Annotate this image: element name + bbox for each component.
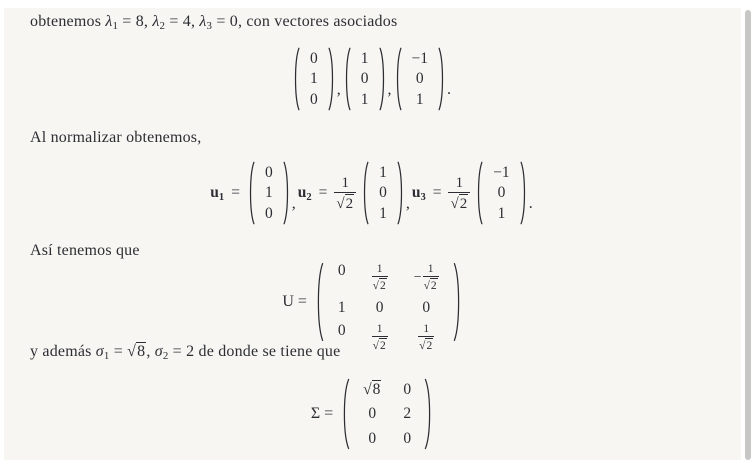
text-segment: y además	[30, 343, 96, 360]
left-paren-icon	[475, 161, 483, 225]
radicand: 2	[426, 340, 433, 353]
subscript: 2	[159, 20, 166, 33]
vector-entries	[255, 161, 283, 225]
radicand: 8	[137, 343, 146, 360]
matrix-sigma-cells	[350, 378, 424, 450]
text-segment: = 8,	[118, 13, 153, 30]
matrix-cell: 2	[403, 405, 412, 422]
left-paren-icon	[247, 161, 255, 225]
vector-1	[292, 47, 336, 111]
radicand: 2	[379, 280, 386, 293]
matrix-cell-sqrt8	[363, 381, 381, 399]
subscript: 1	[112, 20, 119, 33]
radicand: 8	[372, 380, 381, 398]
subscript: 3	[206, 20, 213, 33]
fraction-numerator: 1	[376, 263, 383, 275]
u3-label: $u_3$	[411, 184, 426, 203]
vector-entry: 0	[497, 184, 506, 201]
matrix-cell: 1	[337, 298, 346, 316]
vector-entries	[402, 47, 439, 111]
equation-normalized-vectors	[4, 154, 741, 232]
text-segment: = 2 de donde se tiene que	[168, 343, 341, 360]
paragraph-singular-values	[30, 343, 340, 361]
left-paren-icon	[394, 47, 402, 111]
matrix-cell: 0	[422, 298, 431, 316]
U-equals-label: U =	[282, 293, 307, 310]
sqrt-sign: √	[450, 195, 459, 212]
vector-entry: 1	[360, 90, 369, 108]
matrix-U	[314, 262, 463, 353]
sqrt-sign: √	[336, 195, 345, 212]
equation-associated-vectors	[4, 46, 741, 112]
equals-sign: =	[432, 184, 442, 201]
vector-entry: 1	[379, 204, 387, 222]
sqrt-sign: √	[419, 340, 426, 353]
sigma-equals-label: Σ =	[310, 405, 334, 422]
paragraph-eigenvalues	[30, 13, 397, 31]
equals-sign: =	[231, 184, 240, 201]
scrollbar-thumb[interactable]	[745, 10, 751, 460]
fraction-denominator	[423, 276, 439, 293]
minus-sign: −	[413, 269, 422, 285]
paragraph-normalize: Al normalizar obtenemos,	[30, 129, 202, 146]
vector-entry: −1	[493, 163, 510, 181]
radicand: 2	[379, 340, 386, 353]
fraction-denominator	[372, 336, 388, 353]
vector-entries	[300, 47, 328, 111]
vector-entry: 1	[264, 184, 273, 201]
matrix-cell: 0	[337, 262, 346, 279]
lambda-symbol: λ	[152, 13, 160, 30]
vector-entry: 0	[415, 70, 424, 87]
vector-entry: 0	[310, 49, 318, 67]
matrix-cell: 0	[368, 405, 377, 422]
vector-entries	[483, 161, 520, 225]
right-paren-icon	[453, 262, 463, 342]
equation-sigma-matrix	[4, 376, 741, 452]
vector-3	[394, 47, 447, 111]
sqrt-sign: √	[372, 280, 379, 293]
matrix-cell: 0	[337, 321, 346, 339]
vector-entry: 1	[360, 49, 369, 67]
vector-entries	[351, 47, 379, 111]
vector-2	[343, 47, 387, 111]
fraction-denominator	[372, 276, 388, 293]
radicand: 2	[459, 195, 468, 212]
document-page	[4, 8, 741, 460]
matrix-cell: 0	[403, 380, 412, 398]
right-paren-icon	[424, 378, 434, 450]
matrix-cell-fraction	[372, 262, 388, 294]
sqrt-sign: √	[372, 340, 379, 353]
radicand: 2	[430, 280, 437, 293]
vector-entry: 0	[360, 70, 369, 87]
fraction-numerator: 1	[423, 322, 430, 335]
fraction-numerator: 1	[427, 263, 434, 275]
vector-entry: 0	[310, 90, 318, 108]
text-segment: =	[109, 343, 128, 360]
vector-entry: 1	[415, 90, 424, 108]
vector-entry: 1	[379, 163, 387, 181]
fraction-numerator: 1	[376, 322, 383, 335]
vector-entry: −1	[411, 49, 428, 67]
text-segment: obtenemos	[30, 13, 106, 30]
matrix-cell: 0	[375, 298, 384, 316]
right-paren-icon	[520, 161, 528, 225]
left-paren-icon	[314, 262, 324, 342]
vector-u2	[361, 161, 405, 225]
vector-entry: 0	[264, 163, 273, 181]
matrix-U-cells	[324, 262, 453, 353]
period: .	[447, 81, 451, 98]
matrix-cell-fraction	[372, 322, 388, 354]
vector-entries	[369, 161, 397, 225]
vector-u3	[475, 161, 528, 225]
comma-separator: ,	[387, 81, 392, 98]
fraction-denominator	[418, 336, 434, 353]
sqrt-sign: √	[363, 380, 372, 398]
sqrt-sign: √	[127, 343, 137, 360]
fraction-numerator: 1	[455, 174, 464, 191]
right-paren-icon	[328, 47, 336, 111]
matrix-cell-fraction	[418, 322, 434, 354]
comma-separator: ,	[291, 195, 296, 212]
matrix-sigma	[340, 378, 434, 450]
text-segment: = 0, con vectores asociados	[212, 13, 398, 30]
text-segment: = 4,	[165, 13, 200, 30]
matrix-cell: 0	[403, 429, 412, 447]
vector-entry: 1	[497, 204, 506, 222]
vector-entry: 0	[264, 204, 273, 222]
period: .	[528, 195, 533, 212]
equals-sign: =	[318, 184, 328, 201]
matrix-cell-negative-fraction	[414, 262, 439, 294]
left-paren-icon	[340, 378, 350, 450]
subscript: 2	[162, 350, 169, 363]
fraction-denominator	[334, 192, 356, 213]
matrix-cell: 0	[368, 429, 377, 447]
sigma-symbol: σ	[154, 343, 163, 360]
sqrt-sign: √	[423, 280, 430, 293]
left-paren-icon	[292, 47, 300, 111]
left-paren-icon	[361, 161, 369, 225]
left-paren-icon	[343, 47, 351, 111]
fraction-1-over-sqrt2	[448, 174, 470, 213]
fraction-numerator: 1	[341, 174, 349, 191]
right-paren-icon	[379, 47, 387, 111]
right-paren-icon	[283, 161, 291, 225]
radicand: 2	[345, 195, 354, 212]
fraction-denominator	[448, 192, 470, 213]
text-segment: ,	[146, 343, 155, 360]
u1-label: $u_1$	[210, 184, 225, 203]
right-paren-icon	[438, 47, 446, 111]
right-paren-icon	[397, 161, 405, 225]
comma-separator: ,	[405, 195, 410, 212]
vector-entry: 1	[310, 70, 318, 87]
sigma-symbol: σ	[95, 343, 104, 360]
u2-label: $u_2$	[297, 184, 312, 203]
lambda-symbol: λ	[105, 13, 113, 30]
subscript: 1	[103, 350, 110, 363]
lambda-symbol: λ	[199, 13, 207, 30]
fraction-1-over-sqrt2	[334, 174, 356, 213]
comma-separator: ,	[336, 81, 341, 98]
vector-u1	[247, 161, 291, 225]
fraction	[423, 262, 439, 294]
vector-entry: 0	[379, 184, 387, 201]
paragraph-thus: Así tenemos que	[30, 242, 140, 259]
